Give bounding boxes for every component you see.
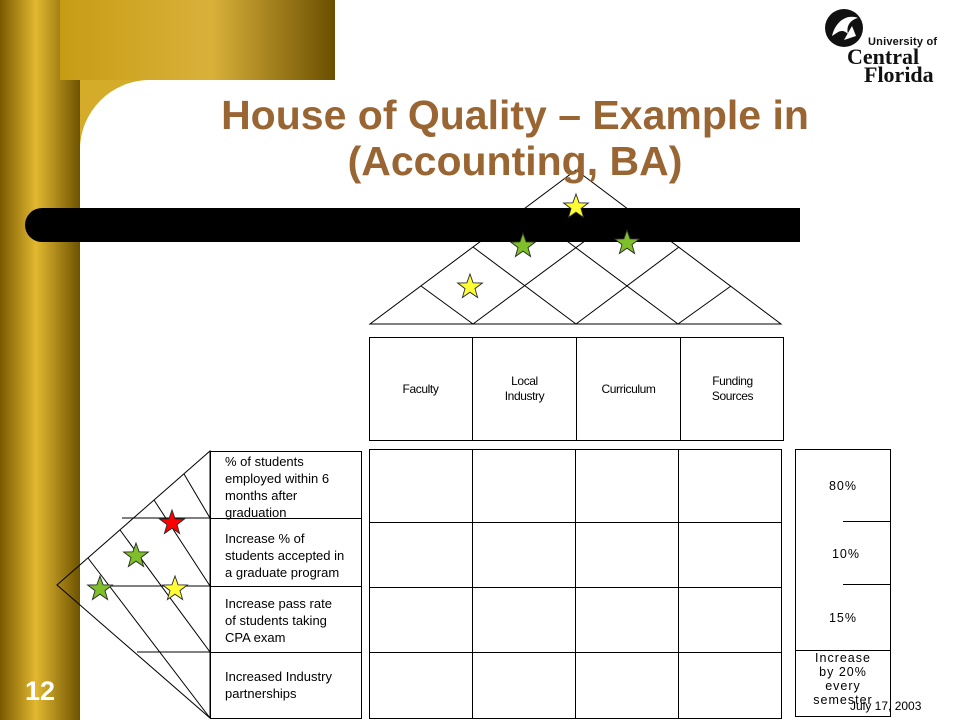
target-graduate: 10%	[831, 547, 861, 561]
logo-central-text: Central	[847, 44, 920, 69]
black-divider-bar	[25, 208, 800, 242]
slide-date: July 17, 2003	[850, 699, 922, 713]
requirement-employment: % of students employed within 6 months after graduation	[225, 454, 330, 520]
left-gold-bar	[0, 0, 80, 720]
requirement-cpa-pass-rate: Increase pass rate of students taking CPA exam	[225, 596, 332, 645]
target-cpa: 15%	[828, 611, 858, 625]
target-employment: 80%	[828, 479, 858, 493]
requirement-graduate-program: Increase % of students accepted in a graduate program	[225, 531, 345, 580]
logo-florida-text: Florida	[864, 62, 934, 87]
top-gold-bar	[60, 0, 335, 80]
target-industry: Increase by 20% every semester	[813, 651, 873, 707]
slide-number: 12	[24, 676, 56, 706]
header-local-industry: Local Industry	[504, 374, 545, 403]
logo-university-text: University of	[868, 36, 938, 48]
requirement-industry-partnerships: Increased Industry partnerships	[225, 669, 332, 701]
header-faculty: Faculty	[402, 381, 439, 396]
header-curriculum: Curriculum	[601, 381, 656, 396]
slide-title: House of Quality – Example in (Accounting, BA)	[221, 92, 809, 184]
ucf-logo	[820, 4, 950, 88]
header-funding-sources: Funding Sources	[711, 374, 754, 403]
